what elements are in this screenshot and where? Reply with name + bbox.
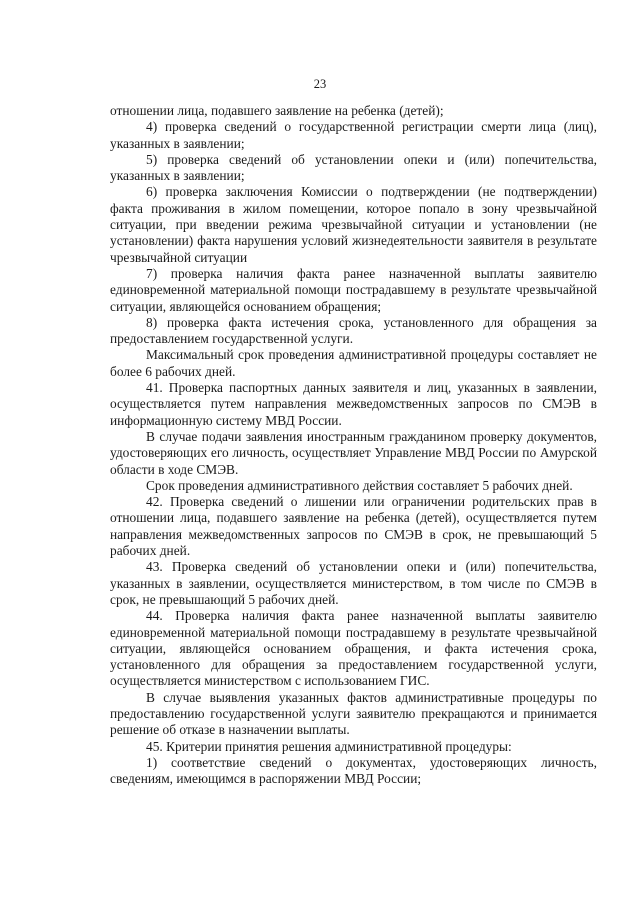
paragraph-item-4: 4) проверка сведений о государственной регистрации смерти лица (лиц), указанных в заявлении; — [110, 119, 597, 151]
paragraph-max-term: Максимальный срок проведения административной процедуры составляет не более 6 рабочих дней. — [110, 347, 597, 379]
paragraph-item-7: 7) проверка наличия факта ранее назначенной выплаты заявителю единовременной материальной помощи пострадавшему в результате чрезвычайной ситуации, являющейся основанием обращения; — [110, 265, 597, 314]
paragraph-44-termination: В случае выявления указанных фактов административные процедуры по предоставлению государственной услуги заявителю прекращаются и принимается решение об отказе в назначении выплаты. — [110, 689, 597, 738]
paragraph-45-item-1: 1) соответствие сведений о документах, удостоверяющих личность, сведениям, имеющимся в распоряжении МВД России; — [110, 754, 597, 787]
paragraph-41-foreign-citizen: В случае подачи заявления иностранным гражданином проверку документов, удостоверяющих его личность, осуществляет Управление МВД России по Амурской области в ходе СМЭВ. — [110, 428, 597, 477]
document-body — [110, 103, 597, 787]
paragraph-41-term: Срок проведения административного действия составляет 5 рабочих дней. — [146, 477, 573, 493]
paragraph-41: 41. Проверка паспортных данных заявителя и лиц, указанных в заявлении, осуществляется путем направления межведомственных запросов по СМЭВ в информационную систему МВД России. — [110, 380, 597, 428]
paragraph-44: 44. Проверка наличия факта ранее назначенной выплаты заявителю единовременной материальной помощи пострадавшему в результате чрезвычайной ситуации, являющейся основанием обращения, и факта истечения срока, установленного для обращения за предоставлением государственной услуги, осуществляется министерством с использованием ГИС. — [110, 608, 597, 689]
paragraph-item-6: 6) проверка заключения Комиссии о подтверждении (не подтверждении) факта проживания в жилом помещении, которое попало в зону чрезвычайной ситуации, при введении режима чрезвычайной ситуации и установлении (не установлении) факта нарушения условий жизнедеятельности заявителя в результате чрезвычайной ситуации — [110, 184, 597, 265]
paragraph-42: 42. Проверка сведений о лишении или ограничении родительских прав в отношении лица, подавшего заявление на ребенка (детей), осуществляется путем направления межведомственных запросов по СМЭВ в срок, не превышающий 5 рабочих дней. — [110, 494, 597, 559]
paragraph-item-8: 8) проверка факта истечения срока, установленного для обращения за предоставлением государственной услуги. — [110, 314, 597, 347]
page-number: 23 — [313, 77, 327, 91]
paragraph-continuation: отношении лица, подавшего заявление на ребенка (детей); — [110, 103, 444, 118]
paragraph-45: 45. Критерии принятия решения административной процедуры: — [146, 738, 512, 754]
paragraph-item-5: 5) проверка сведений об установлении опеки и (или) попечительства, указанных в заявлении; — [110, 151, 597, 184]
paragraph-43: 43. Проверка сведений об установлении опеки и (или) попечительства, указанных в заявлении, осуществляется министерством, в том числе по СМЭВ в срок, не превышающий 5 рабочих дней. — [110, 559, 597, 607]
